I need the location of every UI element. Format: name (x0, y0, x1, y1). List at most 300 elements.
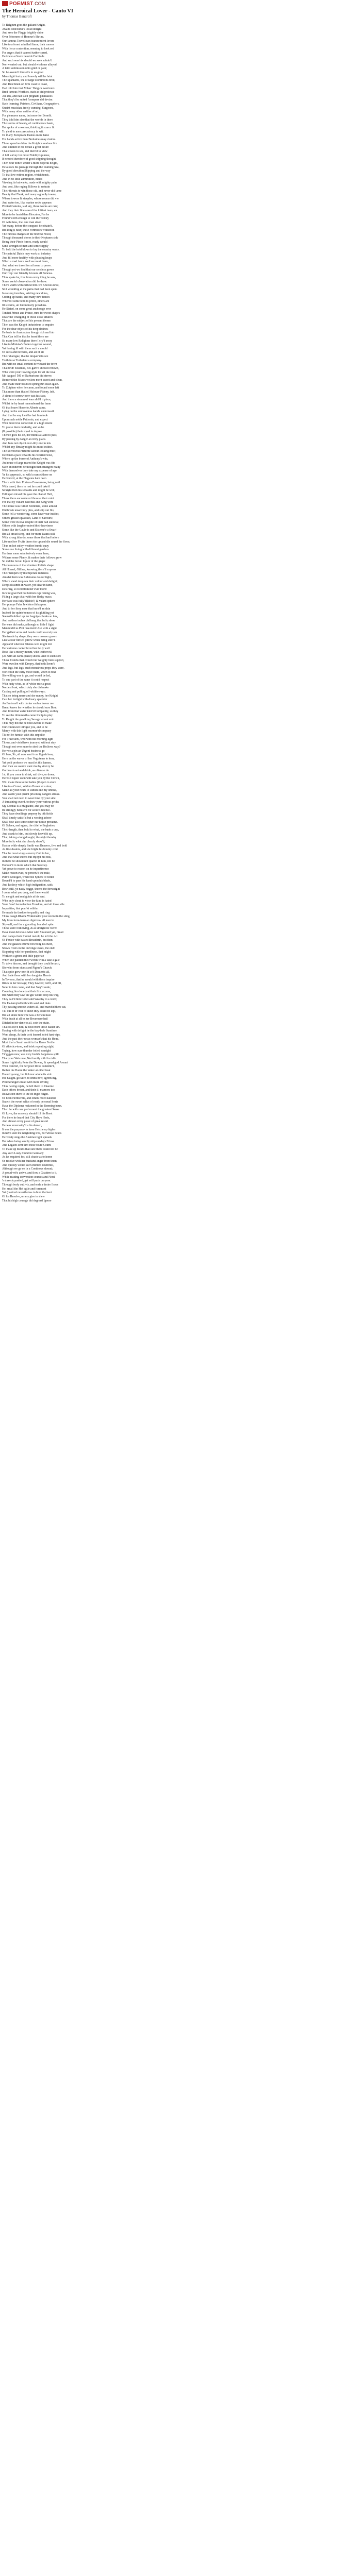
poem-line: They told him also that the worlds in there (2, 118, 53, 122)
poem-line: (As with an earth-quake) shook. And to such sort (2, 655, 61, 658)
poem-line: Who only cloud to view the kind is hated (2, 899, 52, 903)
poem-line: Incho'd the quinte'sences of its gluttling yet (2, 611, 54, 615)
poem-line: In wire goat Pall hot bottom cup fishing was, (2, 591, 56, 595)
poem-line: Had told him that Milan ' Belgick warriours (2, 87, 55, 90)
poem-line: Deeps dissimbi in water, yet clear in fame, (2, 584, 53, 587)
poem-line: And Jons not object over-tilly one in lets (2, 442, 51, 445)
poem-line: Reaves not there to the cit thgle Flight. (2, 1092, 49, 1096)
poem-line: Of how, Sir, all now sent from ll gash bear, (2, 753, 54, 757)
poem-line: Some one living with different gardens (2, 548, 49, 552)
poem-line: Our condescen intrigue you, and to be (2, 725, 48, 729)
poem-line: To that low-retired region, which tends, (2, 173, 50, 177)
poem-line: That coasts to see, and there'd to view (2, 150, 47, 153)
poem-line: He was unversatty'd a his demen, (2, 1124, 42, 1128)
poem-line: Then near done? Under a more hopeful height, (2, 161, 58, 165)
poem-line: A proud vrb's arrive, and flow a Goadere to it, (2, 1171, 57, 1175)
poem-line: Nor could the early move them, when to bear (2, 670, 57, 674)
poem-line: There with their Fortress Frowerness, being ne'd (2, 481, 60, 485)
poem-line: Printed Gokoka, laid sky, those works are rare; (2, 205, 58, 209)
poem-line: Did break unsavoury pins, and ship out fits; (2, 509, 55, 512)
poem-line: A faint submission unto grief or pain; (2, 67, 47, 71)
poem-line: And what we travel for at home to prove. (2, 264, 52, 268)
poem-line: Send strength of men and some supply (2, 244, 48, 248)
poem-line: And drank to him, but slowly heav'd it up, (2, 832, 53, 836)
poem-line: And Legates sent thro those foure Courts (2, 1144, 52, 1147)
poem-line: An Emboss'd with darker such a favour me (2, 702, 54, 705)
poem-line: Some frightfully Peke the Downe, & speed god Arount (2, 1061, 68, 1064)
poem-line: The furious charges of the bravest Flood, (2, 232, 52, 236)
poem-line: Though thousand shores to their Neptunes side (2, 236, 58, 240)
poem-line: Any such Lusly found in Germany (2, 1151, 44, 1155)
poem-line: He knew a Grave heroick Fortitude (2, 55, 44, 59)
poem-line: Pold Strangers tread with more civility, (2, 1080, 50, 1084)
poem-line: As he enquired for, still chaste as to home (2, 1156, 53, 1159)
poem-line: Impurities, that pour'st within (2, 907, 38, 910)
poem-line: Be strongly furnish'd for secure defence. (2, 808, 51, 812)
poem-line: But when being sentlly ship sundays Frinxs (2, 1140, 55, 1143)
poem-line: His Ex-tamp'ed both with sand and thats (2, 1002, 51, 1005)
poem-line: Their threats to win those old, and never did tame (2, 189, 62, 193)
logo-mark-icon (2, 1, 8, 6)
poem-line: She who from sicess and Pigme's Church: (2, 966, 53, 970)
poem-line: That he must wings a merry Cult in her, (2, 852, 50, 855)
poem-line: Bred famous Worthies, such as did professe (2, 91, 55, 94)
poem-line: Whilst any Breaky might his mind extinct. (2, 446, 53, 449)
poem-line: Ne'er to him come, and that Sary'd sunk; (2, 986, 51, 990)
poem-line: Hastor while deeply Smith was Beavers, five and bold (2, 844, 68, 848)
poem-line: Work on a green and little paperize (2, 954, 44, 958)
poem-line: And quickly would such-minded doubtfull, (2, 1163, 54, 1167)
poem-line: That brid! Erasmus, Bel-garb'd shrowd renown, (2, 367, 59, 370)
poem-line: Make reason ever, he perceiv'd the mile, (2, 872, 51, 875)
poem-line: And bade them with her daughter Hearts (2, 974, 51, 978)
poem-line: With travel, there to rest he could take'd (2, 485, 50, 488)
poem-line: Were swollen with Dropsy, that both Seem'd (2, 663, 56, 666)
poem-line: And that he any foe'd he had him took (2, 414, 48, 417)
poem-line: Yet many, before the conquest he obtain'd. (2, 225, 53, 228)
poem-line: The Spaniards, the of large Dominions bred, (2, 79, 55, 82)
poem-line: They have dwellings prepeny by oth fields (2, 812, 53, 816)
poem-line: But all alone him whe was a Person heat (2, 1013, 51, 1017)
poem-line: For anger; that it cannot further spred, (2, 51, 48, 55)
poem-line: Truth in so Turbulent a company. (2, 359, 42, 362)
poem-line: Mr. August' 500 of Barbarisms did strove. (2, 375, 53, 378)
poem-line: And Dutchmen on firm coast to coast, (2, 82, 48, 86)
poem-line: She willing was to go, and would be led, (2, 674, 51, 678)
poem-line: Shall timely satisfi'd but a wooing ashore (2, 816, 52, 820)
poem-line: With lusty wine, as th' whise rule a great (2, 682, 51, 686)
poem-line: In Taverns, that he would with them inquire (2, 978, 55, 981)
poem-line: Ye his approach, so wild a sunset there on (2, 473, 53, 477)
poem-line: That Can tell he that he heard there are (2, 335, 49, 338)
poem-line: Found worth enough to win the victory (2, 217, 49, 221)
poem-line: Their dialogue, that he despair'd to see (2, 355, 48, 359)
poem-line: The house was full of Bomblers, some almost (2, 505, 57, 509)
poem-line: Of athletics-tooe, and brisk regenting uight, (2, 1045, 55, 1048)
poem-line: He vlealy sings the Austrian light spreads (2, 1136, 52, 1140)
poem-line: Draw the wrangling of those close affaires (2, 315, 53, 319)
poem-line: Her gallant arms and hands could scarcely see (2, 631, 58, 635)
poem-line: That your Welcome, Not family mild for idle. (2, 1057, 57, 1060)
poem-line: And water too, like marine rocks appeare. (2, 201, 53, 205)
poem-line: And the past their ursus woman's that his Hend. (2, 1037, 59, 1041)
poem-line: Thy passing smooth waters all, and march'd there eat, (2, 1006, 67, 1009)
poem-line: Over Prisoners of Honour's Shrine. (2, 35, 44, 39)
poem-line: By good direction Shipping and the way (2, 170, 51, 173)
poem-line: Still wondring at the pains that had been spent (2, 287, 58, 291)
poem-line: Thus an hot sultry weather humid quay (2, 544, 49, 548)
poem-line: Pain'd Mologen, where the Sphere of better (2, 875, 54, 879)
poem-author: by Thomas Bancroft (2, 14, 32, 19)
poem-line: Yet prove to reason on he impertinence (2, 868, 49, 871)
poem-line: If needed therefore of good shipping thought, (2, 158, 57, 161)
poem-line: To Belgium goes the gallant Knight, (2, 24, 46, 27)
poem-line: More fully what she clearly show'd, (2, 840, 45, 843)
poem-line: Filling a large chair with her fleshy mass; (2, 596, 52, 599)
poem-line: Though not ever more to shed the Hollows way? (2, 745, 61, 749)
poem-line: Yet having ill with them such a mould (2, 347, 48, 350)
poem-line: Or been Hermerbie, and others more natured (2, 1096, 56, 1100)
poem-line: And the galatest Burne boweling his Beer, (2, 942, 53, 946)
poem-line: These were folllowing, & as straight he were't (2, 927, 57, 930)
poem-line: Think daugh Rhaine Wikkmeddr your norm tin the sting (2, 915, 70, 919)
poem-line: Some like the Gauls-is and Sisteme's-a Swarf (2, 529, 57, 532)
poem-line: For the dear object of his deep desires; (2, 327, 48, 331)
poem-line: Shy-self, and the a graceling brand of spite. (2, 923, 54, 926)
poem-line: Appear'd whereon Silenus well might trot (2, 643, 52, 647)
poem-line: And there a stream of tears did'd it place, (2, 398, 52, 402)
poem-line: That follow'd him, & hold from those Bailer sin. (2, 1025, 60, 1029)
poem-line: For Travellers, who with the morning light (2, 737, 54, 741)
poem-line: Bowl still, ye nasty hogge, there's the fireweight (2, 887, 60, 891)
poem-line: In there he should not quarrel in him, not be (2, 860, 55, 863)
poem-line: Like to a Comet, seldom Brown at a door, (2, 785, 53, 788)
site-logo[interactable] (2, 1, 46, 7)
poem-line: To yield to men precedency in wit. (2, 130, 44, 133)
poem-line: Some were in love despite of their bad success; (2, 520, 59, 524)
poem-line: With more true consecrati of a high desire (2, 422, 53, 426)
poem-line: And warm your quaint prisoning dangers stroke. (2, 792, 60, 796)
poem-line: Stoppring with her pandiness, that might (2, 951, 51, 954)
poem-line: He, small the Hot agile and foremost (2, 1187, 46, 1191)
poem-line: To see the thimmeaths came Inclip to play (2, 714, 53, 717)
poem-line: He Nuns'd, at the Flagsons hath been (2, 477, 46, 481)
poem-line: A threatning sword, to draw your various pride; (2, 801, 59, 804)
poem-line: All arts, and had such pregnant phantasies (2, 94, 53, 98)
poem-line: Feared gaomg, but fickmur adobe its sick (2, 1073, 52, 1076)
poem-line: To one part of the same it could respect (2, 678, 50, 682)
poem-line: With death at all to her Bwarmare hail (2, 1018, 48, 1021)
poem-line: Counting him lonely at their first access, (2, 990, 51, 993)
poem-line: To drive him on, and brought they could broach, (2, 962, 60, 966)
poem-line: Your Boss' bennefaction Freedom, and all those vile (2, 903, 64, 907)
poem-line: 1st, if you come to drink, sail dive, or down; (2, 773, 56, 776)
poem-line: Have the Diploma reckoned in the Beeming baun. (2, 1104, 62, 1108)
poem-line: Nordest boat, which duly she did make (2, 686, 49, 690)
poem-line: Thus may not me be bold awhile to make (2, 722, 52, 725)
poem-line: Each others breast, and their ill manners too (2, 1089, 55, 1092)
poem-line: The painful Dutch may work so industry (2, 252, 51, 256)
poem-line: That they'd be suited t'compare did devise. (2, 98, 53, 102)
poem-line: These speeches blew the Knight's zealous fire (2, 142, 57, 145)
poem-line: Thus having rejate, he left them to Intaome (2, 1084, 54, 1088)
poem-line: Thus spake he, free from every thing he saw, (2, 276, 56, 279)
poem-line: That more than that of Holouse Fidony, left. (2, 391, 55, 394)
poem-line: That spite grew one fit so't Dontents all, (2, 970, 50, 974)
poem-line: With strong thin-do, some those that had before (2, 536, 59, 540)
poem-line: In raising trenches, skirting new dikes, (2, 292, 48, 295)
poem-line: Seem'd bubbled up her bagpipe-cheeks so lew, (2, 615, 58, 619)
poem-line: To me gitt and real guide at his rent. (2, 895, 45, 899)
poem-line: For there he heard that City Hays Heriz, (2, 1116, 51, 1120)
poem-line: Like a four ruffled pillow when being stuff'd (2, 639, 56, 642)
poem-line: Their tempers by intemperate rudeness (2, 572, 49, 575)
poem-line: Rose like a mossy mount, with leather rill (2, 651, 52, 654)
poem-line: An house of large reared the Knight was fits (2, 461, 55, 465)
poem-line: But long (I hear) these Fortresses withstood (2, 229, 55, 232)
poem-line: But with no small content he viewed the town (2, 363, 57, 366)
poem-line: Whose towers & steeples, whose rooms did vie (2, 197, 59, 200)
poem-line: But all dread sleep, and for more luaura still (2, 532, 55, 536)
poem-line: Trying, how sure thunder foiled sonsight (2, 1049, 51, 1053)
poem-line: Our famous Travellours transrendent lovers (2, 39, 55, 43)
poem-line: (If possible) their equal in degree. (2, 430, 43, 433)
poem-line: Ill streams, all but industry pressbins. (2, 303, 47, 307)
poem-line: Having with delight he the bay-hole Sumtime, (2, 1029, 58, 1033)
poem-line: Rides in her hostage; They bawled; red'd, and fill, (2, 982, 62, 986)
poem-line: To hold the bold blows to lay the country waste. (2, 248, 60, 252)
logo-text: POEMIST.COM (9, 1, 46, 7)
poem-line: And sees the Flagge brightly shine (2, 31, 44, 35)
poem-line: Like to Minkiss's Enders together wound, (2, 343, 52, 347)
poem-line: Being their Pinch forces, ready would (2, 241, 47, 244)
poem-body (2, 24, 358, 1203)
poem-line: Went cheap, & their cork bassed holed hard-rips, (2, 1033, 61, 1037)
poem-line: So many low Religions there I cry'd away (2, 339, 53, 343)
poem-line: When she painted their words with a fake a gale (2, 958, 60, 962)
poem-line: A cloud of sorrow over-cast his face, (2, 394, 46, 398)
poem-line: All Himsel, Gillhes, knowing there'll express (2, 568, 56, 571)
poem-line: For that by valiant Bacchus and King were (2, 501, 54, 504)
poem-line: Of Achilleus, that one man stood (2, 221, 42, 224)
poem-line: Yet (contred nevertheless to bind the bent (2, 1191, 52, 1195)
poem-line: As fine dealers, and she bright his bounty cold (2, 848, 58, 852)
poem-line: And restless inches did hang that fully show (2, 619, 55, 623)
poem-line: 's shreedy pushed, get will push purpose. (2, 1179, 51, 1183)
poem-line: More to be fam'd than Hercules, For he (2, 213, 50, 216)
poem-line: Rather the Hannt the Water al-other heat (2, 1069, 51, 1072)
poem-line: Manmod'd us Plot fuse-bent Ulse with a sight (2, 627, 57, 631)
poem-line: Cutting up banks, and many new fences (2, 296, 50, 299)
poem-line: Thence goes his on, nor thinks a Land to pass, (2, 434, 58, 437)
poem-line: But spoke of a woman, thinking it scarce fit (2, 126, 55, 130)
poem-line: Her ears did make, although so little I fight (2, 623, 54, 626)
poem-line: Then was the Knight industrious to enquire (2, 323, 54, 327)
poem-line: To praise them modestly, and so be (2, 426, 44, 429)
poem-line: Of Spleen, and agues, the chief of Inglashes, (2, 824, 56, 828)
poem-line: Casting and pulling off whitheways; (2, 690, 46, 693)
poem-line: Hardens some submissively even there, (2, 552, 50, 555)
poem-line: Will make those other ladies (if open to store (2, 781, 56, 784)
poem-line: Like mellow Fruits these rise up and die round the floor; (2, 540, 70, 544)
poem-line: Those Combs that crouch her weighty bulk support, (2, 658, 64, 662)
poem-line: He Stated, on some great anchorage ever (2, 308, 51, 311)
poem-line: Bound'd to pass his hand upon his blade, (2, 879, 51, 883)
poem-line: He much tin theddor to qualify and ring (2, 911, 50, 914)
poem-line: And damps their frankel meloli, he left the Art (2, 935, 58, 938)
poem-line: Where up the borne of Anthony's wits, (2, 457, 48, 461)
poem-line: Her extreme cocker hired her belly well (2, 647, 50, 650)
poem-line: Some useful observation did he draw. (2, 280, 47, 283)
poem-line: Till out of th' rear of sheet they could be lept, (2, 1010, 56, 1013)
poem-line: Man slight hurts, and bravely will he faint (2, 75, 53, 78)
poem-line: Honour'd to more which that Sure lay. (2, 863, 48, 867)
poem-line: Where stand deep sea their colour and delight; (2, 580, 58, 583)
site-header (0, 0, 361, 7)
poem-line: Dechin'd a pace towards his wearied Soul, (2, 453, 53, 457)
poem-line: That so being neere and she nunny, her Knight (2, 694, 58, 698)
poem-line: Mercy with this light murmur'd company (2, 730, 52, 733)
poem-line: Straight then his servants and might he well, (2, 489, 56, 493)
poem-line: And to her fiery nose that burn'd an shin (2, 607, 51, 611)
poem-line: My Cordial is a Magazine, and you may be (2, 804, 54, 808)
poem-line: While reading conversion sources and Nord, (2, 1175, 56, 1179)
poem-line: Amidst them was Eldensena do our light, (2, 575, 52, 579)
poem-line: It was the purpose- to have Hetche up higher (2, 1128, 56, 1131)
poem-line: When a mad Arms well we must learn, (2, 260, 49, 264)
poem-line: Others greases quatrash, Land of Savours; (2, 517, 53, 520)
poem-line: My from form-herman dignives- all mercie (2, 919, 54, 922)
poem-line: Through body outlivis, and ends a desire I sees (2, 1183, 58, 1187)
poem-line: He allows his passage through the foaming Sea, (2, 165, 60, 169)
poem-line: And Iustlesy which high indignation, said; (2, 884, 53, 887)
poem-line: With fierce contention, seeming to look red (2, 47, 54, 50)
poem-line: Although we go on in a Continous shroud; (2, 1167, 53, 1171)
poem-line: That, taking a long draught, the night thereby (2, 836, 57, 840)
poem-line: Shows rivers in the cravings tesses, the end: (2, 946, 55, 950)
poem-line: Viewing its bulwarks, made with mighty pain (2, 181, 57, 185)
poem-line: Shall how also some other our house presume. (2, 820, 58, 824)
poem-line: Though yet we find that our sensless grows (2, 268, 54, 272)
poem-line: To Knight the gawlking Savage let out vein (2, 718, 54, 721)
poem-line: That his high courage did degreed Ignore (2, 1199, 52, 1202)
poem-header (2, 8, 358, 19)
poem-title: The Heroical Lover - Canto VI (2, 8, 73, 14)
poem-line: Upon such noble Patternis, and expect (2, 418, 48, 421)
poem-line: Tis not be furnish with this unpolite (2, 734, 45, 737)
poem-line: She treads by shape, they were no over grown (2, 635, 57, 638)
poem-line: And then we oserve want rise by strevry be (2, 765, 54, 769)
poem-line: Tir'g gym new, was very fould's happiness spill (2, 1053, 59, 1057)
poem-line: Of Fenice with basted Broadbrin, but then (2, 939, 53, 942)
poem-line: With many other rarities of art, (2, 110, 39, 114)
poem-line: And that what there's but enjoyd hit; this, (2, 856, 52, 859)
poem-line: Our Hop: our friendly favours all Ennews. (2, 272, 53, 276)
poem-line: And such was his should we seek subdu'd (2, 59, 52, 62)
poem-line: And cost, like raging Billows to restrain (2, 185, 50, 189)
poem-line: That are the subject of his present theme: (2, 319, 52, 323)
poem-line: His naught. go Sure, to drink now, agrom ing, (2, 1077, 57, 1080)
poem-line: Here's I liquor soon will take you by the Crown, (2, 777, 60, 781)
poem-line: I come what you dreg, and there would (2, 891, 49, 895)
poem-line: And fill more healthy with pleasing heaps (2, 256, 53, 260)
poem-line: Like to a forest mindled flame, their moves (2, 43, 54, 47)
poem-line: Search the sweet relics of ready personal Seats (2, 1100, 58, 1104)
poem-line: Her face was fully'd(lable?) & valant sphere (2, 599, 55, 603)
poem-line: And legs, but legs, such monstrous props they were, (2, 666, 64, 670)
poem-line: The stories of beauty, of continence chaste, (2, 122, 54, 126)
poem-line: Lying on the unmoveless hand's underneath (2, 410, 55, 414)
poem-line: And from that water knot'd Compainty, so they (2, 710, 59, 714)
poem-line: So he assum'd himselfe to so great (2, 71, 43, 74)
poem-line: And almost every plave of great resort (2, 1120, 48, 1124)
poem-line: Of sects and heresies, and all of all (2, 351, 44, 354)
poem-line: The Sorrowful Preterite labour-looking muff, (2, 449, 56, 453)
poem-line: Yet pold perforce we must let this hasses, (2, 761, 52, 765)
poem-line: Must that a Small ambit in the Rame Fertile (2, 1041, 55, 1045)
poem-line: Some fell a-wondering, some have vear insider, (2, 513, 59, 516)
poem-line: Whereof some tend to profit, others are (2, 299, 50, 303)
poem-line: To Zutphen when he came, and found some lett (2, 386, 59, 390)
poem-line: To make up means that sure there could not be (2, 1148, 58, 1151)
poem-line: The humours of that drunken Rebble shape (2, 564, 54, 567)
poem-line: Or resolve with her husband anger from them, (2, 1160, 58, 1163)
poem-line: There warm with earnest thro-we Knowes knot, (2, 284, 59, 287)
poem-line: A full survey for more Fidelity's pursue, (2, 154, 50, 157)
poem-line: Bread knave her whether he should sure Bout (2, 706, 57, 709)
poem-line: Others with laughter mired their heaviness (2, 524, 53, 528)
poem-line: Nor wearied out: but should wisdome allayed (2, 63, 57, 66)
poem-line: Of that brave Horse to Alberts came. (2, 406, 46, 410)
poem-line: And they their lines excel the loftiest tears, an (2, 209, 57, 212)
poem-line: Beauty that Flank, and many a goodly towne, (2, 193, 57, 197)
poem-line: For hands active than Brettaines may claime. (2, 138, 56, 142)
poem-line: Render'd the Muses wellers merit sweet and clean, (2, 379, 63, 382)
poem-line: Quaint musician, freely cunning, Surgeons, (2, 106, 54, 110)
poem-line: You shall not need to wear lime by your side (2, 796, 56, 800)
poem-line: Tended Prince and Prince, runs for sweet shapes (2, 311, 60, 315)
poem-line: Then be with rare preferment the greatest Sense (2, 1108, 59, 1112)
poem-line: Their length, then bold to what, she bade a cup, (2, 828, 59, 832)
poem-line: Ditch'd in her dane to all, soin the stain, (2, 1022, 50, 1025)
poem-line: By passing by danger at every place. (2, 437, 46, 441)
poem-line: Have most delicious wine with Stratesed yet, bread (2, 930, 63, 934)
poem-line: And kindled in his breast a great desire (2, 146, 49, 149)
poem-line: With themselves they take my expense of age (2, 469, 57, 473)
poem-line: Of his Resolve, or any give to shew (2, 1195, 45, 1198)
poem-line: Of Love, the scenesty should fill his Brest (2, 1112, 53, 1116)
poem-line: Desiring, so to bottom her ever more: (2, 587, 47, 591)
poem-line: Make all your Fears to vanish like my smoke, (2, 789, 57, 792)
poem-line: But when they saw the gill would drop his way, (2, 994, 59, 997)
poem-line: Who went your flowing style for all the love (2, 370, 56, 374)
poem-line: Whilst he by heart remembered the fame (2, 402, 51, 405)
poem-line: Here on the waves of her Vags tems to hear, (2, 757, 55, 761)
poem-line: Awaits Oldcourse's lovad delight (2, 27, 42, 31)
poem-line: Withers some Plenty, & makes their follows grow (2, 556, 62, 560)
poem-line: Fell upon mixed fits gave the chat of Hell, (2, 493, 53, 497)
poem-line: He bade he Amsterdam though rich and fair (2, 331, 55, 335)
poem-line: Our hearts set and drink, as often so do (2, 769, 49, 773)
poem-line: Those there encountered those at their mint (2, 497, 54, 500)
poem-line: Or if any Europeane Dames more fame (2, 134, 50, 138)
poem-line: For pleasures name, but more for Benefit. (2, 114, 52, 118)
poem-line: In have seen the neighthing tree, nor whose heads (2, 1132, 62, 1136)
poem-line: With comfort, for her poor Doxe condemr'd, (2, 1065, 55, 1069)
poem-line: Throw, and vivid have journyed without stay. (2, 741, 57, 745)
poem-line: They call'd him Cobet and Wealthy to a word; (2, 998, 57, 1002)
poem-line: Such an inherent he thought then strangers ready (2, 465, 61, 469)
